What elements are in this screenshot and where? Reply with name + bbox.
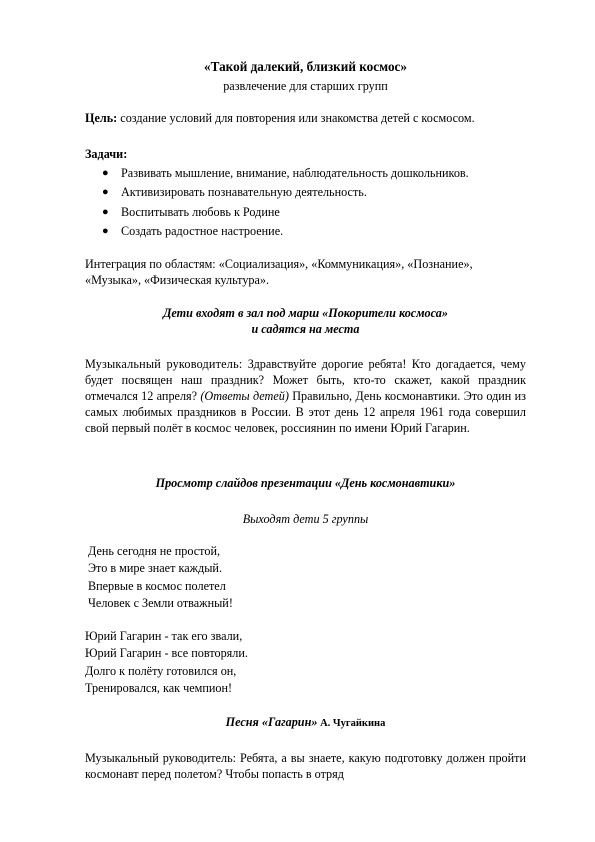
tasks-list xyxy=(85,164,526,241)
poem-line: Тренировался, как чемпион! xyxy=(85,680,233,695)
group-heading xyxy=(85,511,526,527)
task-text: Развивать мышление, внимание, наблюдательность дошкольников. xyxy=(121,166,469,180)
bullet-icon: ● xyxy=(102,205,109,218)
integration-paragraph: Интеграция по областям: «Социализация», «Коммуникация», «Познание», «Музыка», «Физическая культура». xyxy=(85,257,473,287)
speaker-label: Музыкальный руководитель: xyxy=(85,751,237,765)
poem-line: День сегодня не простой, xyxy=(88,544,221,558)
poem-line: Человек с Земли отважный! xyxy=(88,595,233,610)
speech-text: Здравствуйте дорогие ребята! Кто догадается, чему будет посвящен наш праздник? Может быть, кто-то скажет, какой праздник отмечался 12 апреля? xyxy=(85,357,526,403)
poem-line: Это в мире знает каждый. xyxy=(88,561,222,576)
document-subtitle: развлечение для старших групп xyxy=(223,79,388,93)
stage-direction-line: и садятся на места xyxy=(251,322,360,336)
list-item xyxy=(85,203,526,222)
poem-line: Долго к полёту готовился он, xyxy=(85,663,237,678)
speech-text: Правильно, День космонавтики. Это один из самых любимых праздников в России. В этот день 12 апреля 1961 года совершил свой первый полёт в космос человек, россиянин по имени Юрий Гагарин. xyxy=(85,389,526,435)
song-title: Песня «Гагарин» xyxy=(225,715,318,729)
list-item xyxy=(85,164,526,183)
list-item xyxy=(85,183,526,202)
speech-paragraph-1 xyxy=(85,356,526,436)
list-item xyxy=(85,222,526,241)
goal-text: создание условий для повторения или знакомства детей с космосом. xyxy=(117,111,475,125)
stage-direction-line: Дети входят в зал под марш «Покорители космоса» xyxy=(163,306,448,320)
song-author: А. Чугайкина xyxy=(317,718,386,729)
poem-line: Юрий Гагарин - так его звали, xyxy=(85,629,243,643)
slides-heading: Просмотр слайдов презентации «День космонавтики» xyxy=(155,476,456,490)
task-text: Активизировать познавательную деятельность. xyxy=(121,185,367,200)
bullet-icon: ● xyxy=(102,224,109,237)
poem-line: Впервые в космос полетел xyxy=(88,578,226,593)
song-heading xyxy=(85,714,526,732)
document-title: «Такой далекий, близкий космос» xyxy=(204,59,407,74)
poem-stanza-1 xyxy=(88,543,388,612)
poem-line: Юрий Гагарин - все повторяли. xyxy=(85,646,248,661)
speaker-label: Музыкальный руководитель: xyxy=(85,357,243,371)
stage-direction-entrance xyxy=(85,305,526,337)
poem-stanza-2 xyxy=(85,628,385,697)
task-text: Создать радостное настроение. xyxy=(121,223,284,238)
speech-paragraph-2 xyxy=(85,750,526,782)
goal-label: Цель: xyxy=(85,111,118,125)
speech-text: Ребята, а вы знаете, какую подготовку должен пройти космонавт перед полетом? Чтобы попасть в отряд xyxy=(85,751,527,781)
group-heading-text: Выходят дети 5 группы xyxy=(242,512,369,526)
bullet-icon: ● xyxy=(102,167,109,179)
goal-paragraph xyxy=(85,110,526,126)
tasks-heading xyxy=(85,146,526,162)
task-text: Воспитывать любовь к Родине xyxy=(121,204,280,219)
tasks-label: Задачи: xyxy=(85,147,128,161)
remark-text: (Ответы детей) xyxy=(200,389,289,403)
bullet-icon: ● xyxy=(102,186,109,199)
